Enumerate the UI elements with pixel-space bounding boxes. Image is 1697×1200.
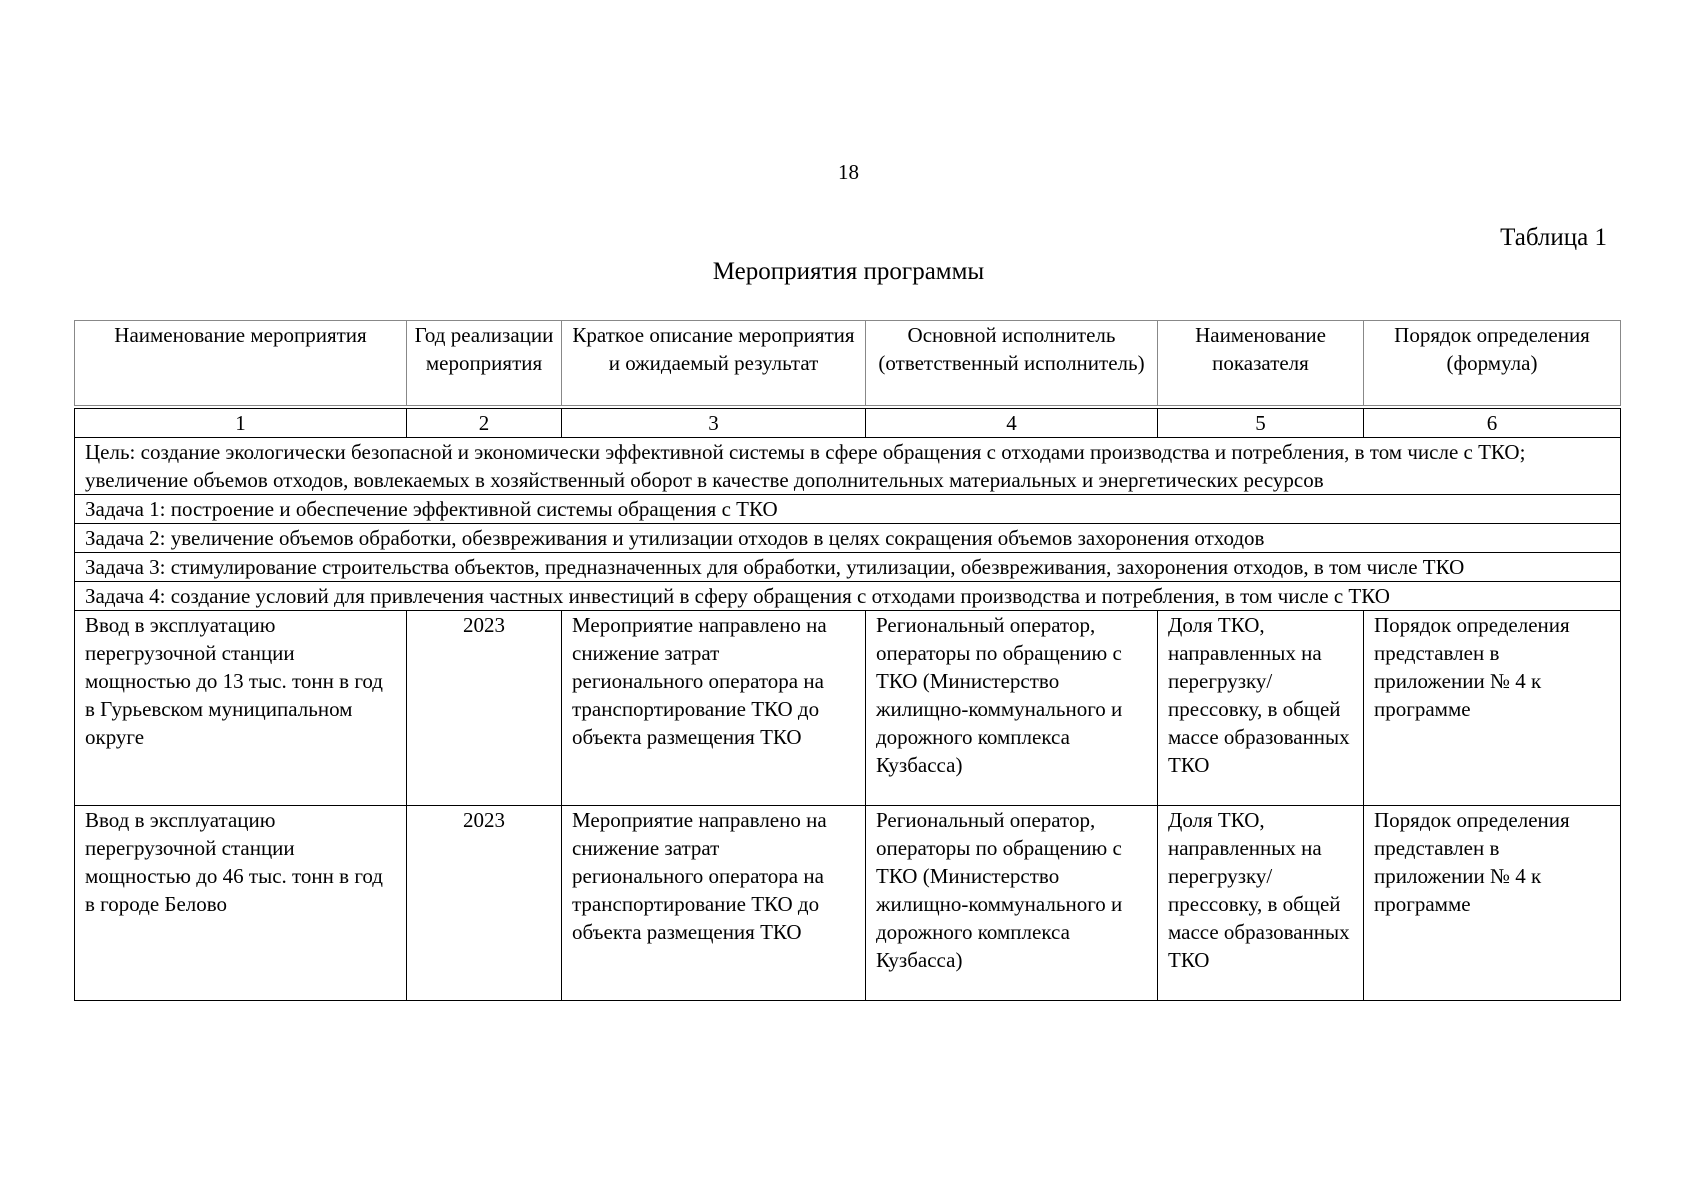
header-cell-indicator: Наименование показателя bbox=[1158, 321, 1364, 406]
header-cell-name: Наименование мероприятия bbox=[75, 321, 407, 406]
table-label: Таблица 1 bbox=[1500, 224, 1607, 251]
measure-description: Мероприятие направлено на снижение затрат регионального оператора на транспортирование ТКО до объекта размещения ТКО bbox=[562, 806, 866, 1001]
task-row bbox=[75, 553, 1621, 582]
table-row bbox=[75, 611, 1621, 806]
task-row bbox=[75, 524, 1621, 553]
column-numbers-row bbox=[75, 409, 1621, 438]
goal-row bbox=[75, 438, 1621, 495]
measure-indicator: Доля ТКО, направленных на перегрузку/ прессовку, в общей массе образованных ТКО bbox=[1158, 806, 1364, 1001]
measure-executor: Региональный оператор, операторы по обращению с ТКО (Министерство жилищно-коммунального и дорожного комплекса Кузбасса) bbox=[866, 806, 1158, 1001]
task-text: Задача 2: увеличение объемов обработки, обезвреживания и утилизации отходов в целях сокращения объемов захоронения отходов bbox=[75, 524, 1621, 553]
measure-indicator: Доля ТКО, направленных на перегрузку/ прессовку, в общей массе образованных ТКО bbox=[1158, 611, 1364, 806]
header-row bbox=[75, 321, 1621, 406]
column-number: 4 bbox=[866, 409, 1158, 438]
goal-text: Цель: создание экологически безопасной и экономически эффективной системы в сфере обращения с отходами производства и потребления, в том числе с ТКО; увеличение объемов отходов, вовлекаемых в хозяйственный оборот в качестве дополнительных материальных и энергетических ресурсов bbox=[75, 438, 1621, 495]
header-cell-executor: Основной исполнитель (ответственный исполнитель) bbox=[866, 321, 1158, 406]
column-number: 5 bbox=[1158, 409, 1364, 438]
measure-name: Ввод в эксплуатацию перегрузочной станции мощностью до 13 тыс. тонн в год в Гурьевском муниципальном округе bbox=[75, 611, 407, 806]
task-text: Задача 4: создание условий для привлечения частных инвестиций в сферу обращения с отходами производства и потребления, в том числе с ТКО bbox=[75, 582, 1621, 611]
measure-year: 2023 bbox=[407, 806, 562, 1001]
table-row bbox=[75, 806, 1621, 1001]
task-text: Задача 3: стимулирование строительства объектов, предназначенных для обработки, утилизации, обезвреживания, захоронения отходов, в том числе ТКО bbox=[75, 553, 1621, 582]
measure-executor: Региональный оператор, операторы по обращению с ТКО (Министерство жилищно-коммунального и дорожного комплекса Кузбасса) bbox=[866, 611, 1158, 806]
header-cell-formula: Порядок определения (формула) bbox=[1364, 321, 1621, 406]
column-number: 6 bbox=[1364, 409, 1621, 438]
measure-description: Мероприятие направлено на снижение затрат регионального оператора на транспортирование ТКО до объекта размещения ТКО bbox=[562, 611, 866, 806]
measure-name: Ввод в эксплуатацию перегрузочной станции мощностью до 46 тыс. тонн в год в городе Белово bbox=[75, 806, 407, 1001]
page-title: Мероприятия программы bbox=[712, 258, 985, 285]
task-row bbox=[75, 582, 1621, 611]
header-cell-year: Год реализации мероприятия bbox=[407, 321, 562, 406]
column-number: 2 bbox=[407, 409, 562, 438]
header-cell-description: Краткое описание мероприятия и ожидаемый результат bbox=[562, 321, 866, 406]
column-number: 3 bbox=[562, 409, 866, 438]
page-number: 18 bbox=[838, 160, 859, 184]
task-row bbox=[75, 495, 1621, 524]
column-number: 1 bbox=[75, 409, 407, 438]
task-text: Задача 1: построение и обеспечение эффективной системы обращения с ТКО bbox=[75, 495, 1621, 524]
table-header bbox=[74, 320, 1621, 406]
measure-formula: Порядок определения представлен в приложении № 4 к программе bbox=[1364, 806, 1621, 1001]
measures-table bbox=[74, 408, 1621, 1001]
measure-year: 2023 bbox=[407, 611, 562, 806]
measure-formula: Порядок определения представлен в приложении № 4 к программе bbox=[1364, 611, 1621, 806]
